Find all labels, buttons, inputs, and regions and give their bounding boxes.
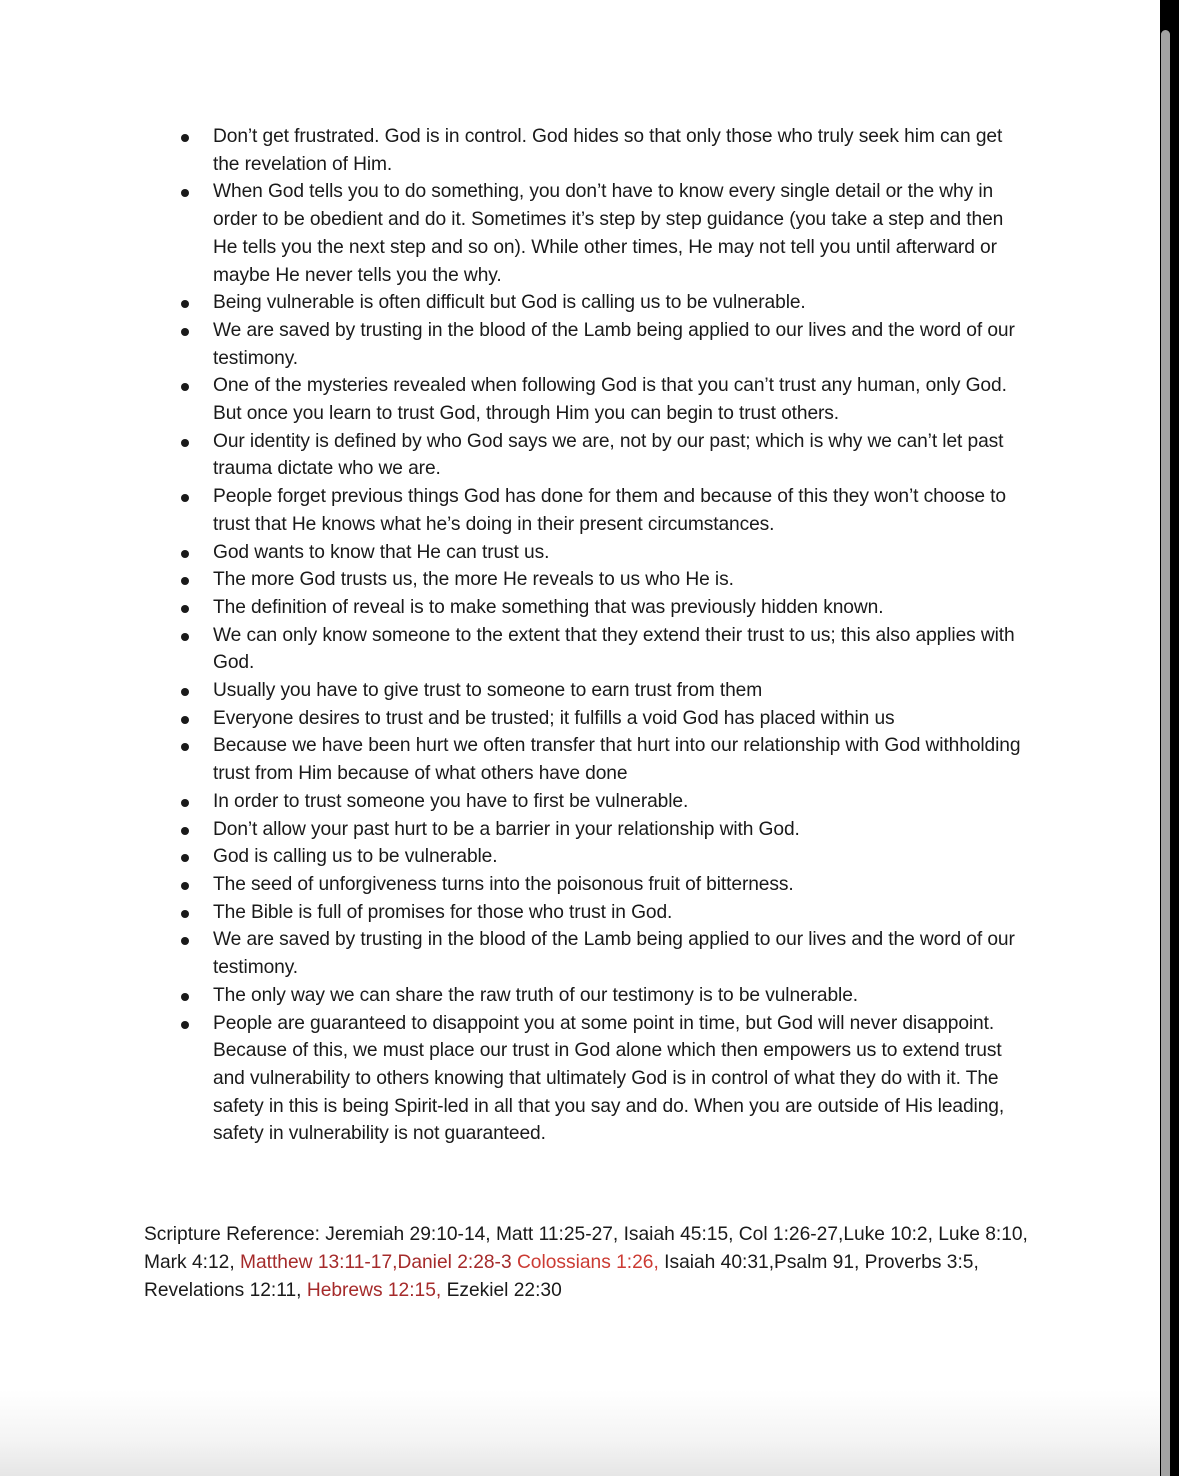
bullet-text: God is calling us to be vulnerable. <box>213 846 498 868</box>
bullet-item <box>178 816 1028 844</box>
bullet-text: When God tells you to do something, you don’t have to know every single detail or the why in order to be obedient and do it. Sometimes it’s step by step guidance (you take a step and then He tells you the next step and so on). While other times, He may not tell you until afterward or maybe He never tells you the why. <box>213 181 1004 286</box>
bullet-icon <box>181 494 189 502</box>
bullet-icon <box>181 827 189 835</box>
bullet-icon <box>181 633 189 641</box>
bullet-item <box>178 899 1028 927</box>
bullet-text: Our identity is defined by who God says we are, not by our past; which is why we can’t let past trauma dictate who we are. <box>213 430 1004 480</box>
scripture-highlight-hebrews: Hebrews 12:15, <box>306 1279 442 1301</box>
bullet-icon <box>181 993 189 1001</box>
bullet-item <box>178 677 1028 705</box>
bullet-icon <box>181 688 189 696</box>
bullet-text: Being vulnerable is often difficult but God is calling us to be vulnerable. <box>213 292 806 314</box>
bullet-icon <box>181 799 189 807</box>
bullet-icon <box>181 550 189 558</box>
bullet-icon <box>181 937 189 945</box>
bullet-icon <box>181 300 189 308</box>
bullet-item <box>178 732 1028 787</box>
bullet-icon <box>181 854 189 862</box>
bullet-item <box>178 123 1028 178</box>
bullet-icon <box>181 1021 189 1029</box>
bullet-text: We are saved by trusting in the blood of the Lamb being applied to our lives and the word of our testimony. <box>213 929 1015 979</box>
scripture-highlight-colossians: Colossians 1:26, <box>516 1251 659 1273</box>
scripture-text: Scripture Reference: Jeremiah 29:10-14, Matt 11:25-27, Isaiah 45:15, Col 1:26-27,Luke 10:2, Luke 8:10, Mark 4:12, <box>144 1224 1028 1273</box>
bullet-text: People forget previous things God has done for them and because of this they won’t choose to trust that He knows what he’s doing in their present circumstances. <box>213 486 1006 535</box>
bullet-text: Don’t get frustrated. God is in control. God hides so that only those who truly seek him can get the revelation of Him. <box>213 126 1003 175</box>
bullet-icon <box>181 383 189 391</box>
bullet-text: The definition of reveal is to make something that was previously hidden known. <box>213 596 884 618</box>
bullet-text: Everyone desires to trust and be trusted; it fulfills a void God has placed within us <box>213 707 895 729</box>
bullet-item <box>178 483 1028 538</box>
bullet-item <box>178 289 1028 317</box>
bullet-text: People are guaranteed to disappoint you at some point in time, but God will never disappoint. Because of this, we must place our trust in God alone which then empowers us to extend trust and vulnerability to others knowing that ultimately God is in control of what they do with it. The safety in this is being Spirit-led in all that you say and do. When you are outside of His leading, safety in vulnerability is not guaranteed. <box>213 1012 1005 1145</box>
bullet-item <box>178 539 1028 567</box>
notes-bullet-list <box>178 123 1028 1148</box>
bullet-item <box>178 372 1028 427</box>
scripture-text: Ezekiel 22:30 <box>441 1279 562 1301</box>
bullet-text: The only way we can share the raw truth of our testimony is to be vulnerable. <box>213 984 859 1006</box>
bullet-text: In order to trust someone you have to first be vulnerable. <box>213 790 689 812</box>
scrollbar-thumb[interactable] <box>1161 30 1170 1476</box>
bullet-icon <box>181 328 189 336</box>
bullet-item <box>178 705 1028 733</box>
bullet-item <box>178 871 1028 899</box>
bullet-item <box>178 1010 1028 1149</box>
bullet-icon <box>181 605 189 613</box>
bullet-item <box>178 566 1028 594</box>
bullet-text: We can only know someone to the extent that they extend their trust to us; this also applies with God. <box>213 624 1015 674</box>
bullet-text: Usually you have to give trust to someone to earn trust from them <box>213 680 763 702</box>
bullet-text: The more God trusts us, the more He reveals to us who He is. <box>213 569 734 591</box>
bullet-item <box>178 843 1028 871</box>
bullet-text: One of the mysteries revealed when following God is that you can’t trust any human, only God. But once you learn to trust God, through Him you can begin to trust others. <box>213 375 1007 425</box>
bullet-icon <box>181 910 189 918</box>
bullet-text: God wants to know that He can trust us. <box>213 541 550 563</box>
scripture-highlight-matthew-daniel: Matthew 13:11-17,Daniel 2:28-3 <box>239 1251 517 1273</box>
bullet-item <box>178 982 1028 1010</box>
bullet-item <box>178 622 1028 677</box>
bullet-item <box>178 926 1028 981</box>
bullet-icon <box>181 882 189 890</box>
bullet-icon <box>181 439 189 447</box>
bullet-icon <box>181 189 189 197</box>
bullet-text: Don’t allow your past hurt to be a barrier in your relationship with God. <box>213 818 800 840</box>
bullet-icon <box>181 743 189 751</box>
scripture-text: Isaiah 40:31,Psalm 91, Proverbs 3:5, Revelations 12:11, <box>144 1251 979 1301</box>
bullet-item <box>178 594 1028 622</box>
bullet-item <box>178 317 1028 372</box>
scripture-reference <box>144 1221 1044 1304</box>
bullet-icon <box>181 577 189 585</box>
bullet-icon <box>181 716 189 724</box>
bullet-text: The seed of unforgiveness turns into the poisonous fruit of bitterness. <box>213 873 794 895</box>
bullet-text: We are saved by trusting in the blood of the Lamb being applied to our lives and the word of our testimony. <box>213 319 1015 369</box>
bullet-text: Because we have been hurt we often transfer that hurt into our relationship with God withholding trust from Him because of what others have done <box>213 735 1021 785</box>
bullet-item <box>178 178 1028 289</box>
bullet-icon <box>181 134 189 142</box>
bullet-item <box>178 788 1028 816</box>
bullet-text: The Bible is full of promises for those who trust in God. <box>213 901 673 923</box>
bullet-item <box>178 428 1028 483</box>
